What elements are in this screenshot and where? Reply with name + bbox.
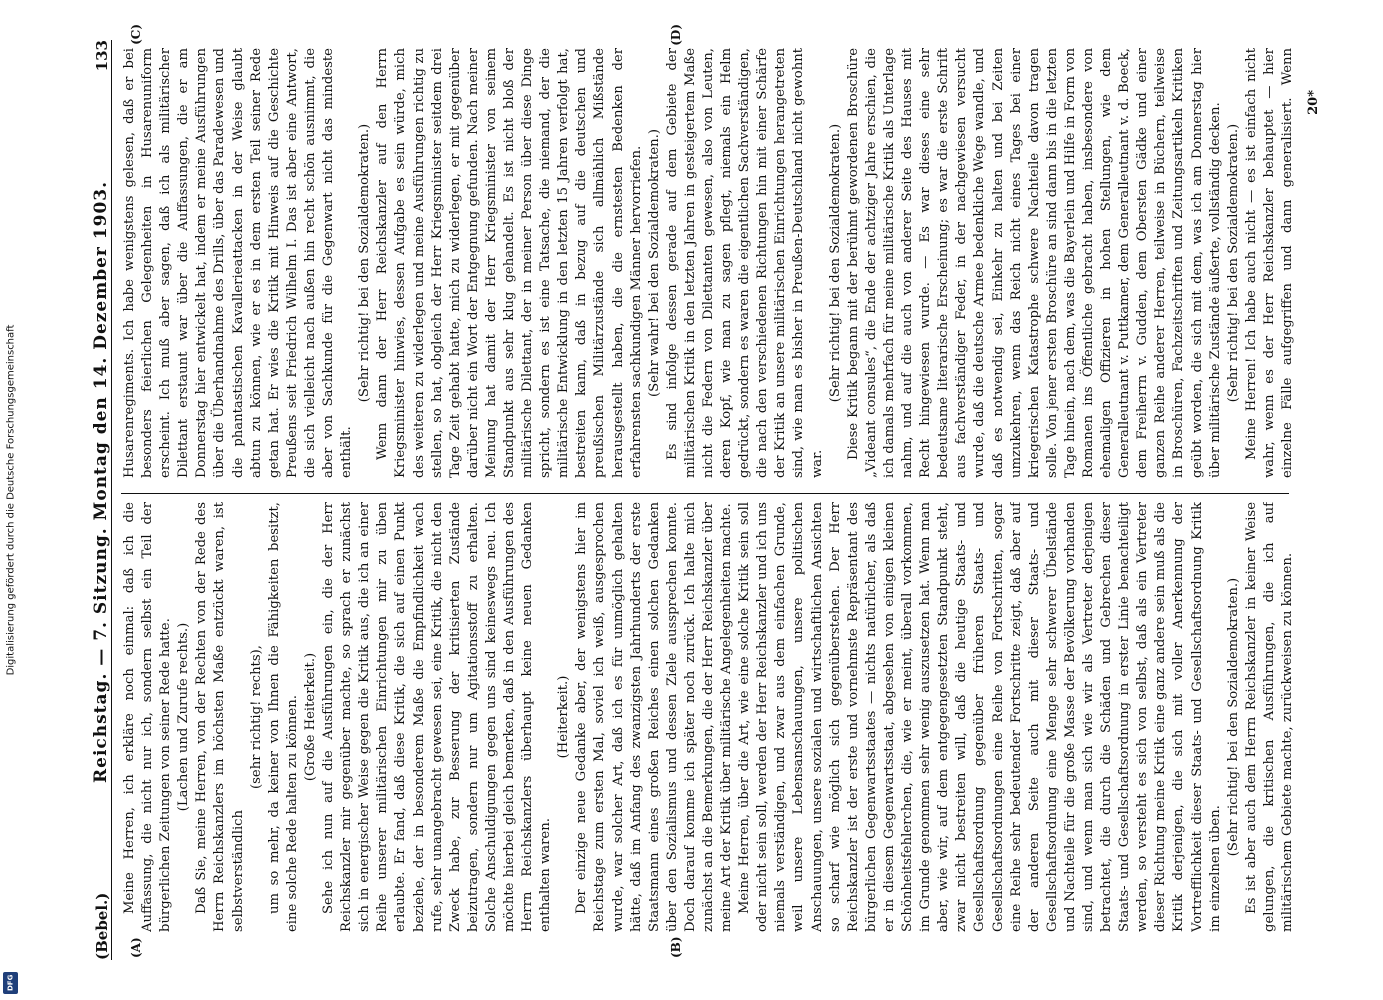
interjection: (Große Heiterkeit.) <box>302 652 318 782</box>
paragraph: Der einzige neue Gedanke aber, der wenigstens hier im Reichstage zum ersten Mal, soviel ich weiß, ausgesprochen wurde, war solcher Art, daß ich es für unmöglich gehalten hätte, daß im Anfang des zwanzigsten Jahrhunderts der erste Staatsmann eines großen Reiches einen solchen Gedanken über den Sozialismus und dessen Ziele aussprechen konnte. Doch darauf komme ich später noch zurück. Ich halte mich zunächst an die Bemerkungen, die der Herr Reichskanzler über meine Art der Kritik über militärische Angelegenheiten machte. <box>574 502 735 932</box>
paragraph: Es sind infolge dessen gerade auf dem Gebiete der militärischen Kritik in den letzten Jahren in gesteigertem Maße nicht die Federn von Dilettanten gewesen, also von Leuten, deren Kopf, wie man zu sagen pflegt, niemals ein Helm gedrückt, sondern es waren die eigentlichen Sachverständigen, die nach den verschiedenen Richtungen hin mit einer Schärfe der Kritik an unsere militärischen Einrichtungen herangetreten sind, wie man es bisher in Preußen-Deutschland nicht gewohnt war. <box>664 48 825 478</box>
side-credit-text: Digitalisierung gefördert durch die Deutsche Forschungsgemeinschaft <box>5 324 17 676</box>
printer-signature: 20* <box>1306 90 1321 115</box>
paragraph: Meine Herren, über die Art, wie eine solche Kritik sein soll oder nicht sein soll, werden der Herr Reichskanzler und ich uns niemals verständigen, und zwar aus dem einfachen Grunde, weil unsere Lebensanschauungen, unsere politischen Anschauungen, unsere sozialen und wirtschaftlichen Ansichten so scharf wie möglich sich gegenüberstehen. Der Herr Reichskanzler ist der erste und vornehmste Repräsentant des bürgerlichen Gegenwartsstaates — nichts natürlicher, als daß er in diesem Gegenwartsstaat, abgesehen von einigen kleinen Schönheitsfehlerchen, die, wie er meint, überall vorkommen, im Grunde genommen sehr wenig auszusetzen hat. Wenn man aber, wie wir, auf dem entgegengesetzten Standpunkt steht, zwar nicht bestreiten will, daß die heutige Staats- und Gesellschaftsordnung gegenüber früheren Staats- und Gesellschaftsordnungen eine Reihe von Fortschritten, sogar eine Reihe sehr bedeutender Fortschritte zeigt, daß aber auf der anderen Seite auch mit dieser Staats- und Gesellschaftsordnung eine Menge sehr schwerer Übelstände und Nachteile für die große Masse der Bevölkerung vorhanden sind, und wenn man sich wie wir als Vertreter derjenigen betrachtet, die durch die Schäden und Gebrechen dieser Staats- und Gesellschaftsordnung in erster Linie benachteiligt werden, so versteht es sich von selbst, daß als ein Vertreter dieser Richtung meine Kritik eine ganz andere sein muß als die Kritik derjenigen, die sich mit voller Anerkennung der Vortrefflichkeit dieser Staats- und Gesellschaftsordnung Kritik im einzelnen üben. <box>737 502 1223 932</box>
page-content <box>69 20 1339 980</box>
paragraph: Meine Herren! Ich habe auch nicht — es ist einfach nicht wahr, wenn es der Herr Reichskanzler behauptet — hier einzelne Fälle aufgegriffen und dann generalisiert. Wenn <box>1243 48 1295 478</box>
column-left <box>121 502 1299 932</box>
interjection: (sehr richtig! rechts), <box>248 645 264 789</box>
interjection: (Sehr richtig! bei den Sozialdemokraten.) <box>1225 123 1241 403</box>
page-title: Reichstag. — 7. Sitzung. Montag den 14. Dezember 1903. <box>91 180 111 783</box>
paragraph: Es ist aber auch dem Herrn Reichskanzler in keiner Weise gelungen, die kritischen Ausführungen, die ich auf militärischem Gebiete machte, zurückweisen zu können. <box>1243 502 1295 932</box>
margin-marker-b: (B) <box>669 936 683 958</box>
paragraph: Meine Herren, ich erkläre noch einmal: daß ich die Auffassung, die nicht nur ich, sondern selbst ein Teil der bürgerlichen Zeitungen von seiner Rede hatte. <box>122 502 174 932</box>
paragraph: Daß Sie, meine Herren, von der Rechten von der Rede des Herrn Reichskanzlers im höchsten Maße entzückt waren, ist selbstverständlich <box>194 502 246 932</box>
paragraph: Sehe ich nun auf die Ausführungen ein, die der Herr Reichskanzler mir gegenüber machte, so sprach er zunächst sich in energischer Weise gegen die Kritik aus, die ich an einer Reihe unserer militärischen Einrichtungen mir zu üben erlaubte. Er fand, daß diese Kritik, die sich auf einen Punkt beziehe, der in besonderem Maße die Empfindlichkeit wach rufe, sehr unangebracht gewesen sei, eine Kritik, die nicht den Zweck habe, zur Besserung der kritisierten Zustände beizutragen, sondern nur um Agitationsstoff zu erhalten. Solche Anschuldigungen gegen uns sind keineswegs neu. Ich möchte hierbei gleich bemerken, daß in den Ausführungen des Herrn Reichskanzlers überhaupt keine neuen Gedanken enthalten waren. <box>321 502 554 932</box>
margin-marker-c: (C) <box>129 24 143 45</box>
column-divider <box>121 493 1289 494</box>
paragraph: um so mehr, da keiner von Ihnen die Fähigkeiten besitzt, eine solche Rede halten zu können. <box>266 502 300 932</box>
speaker-label: (Bebel.) <box>93 892 111 960</box>
interjection: (Sehr richtig! bei den Sozialdemokraten.) <box>827 123 843 403</box>
margin-marker-a: (A) <box>129 937 143 958</box>
interjection: (Sehr richtig! bei den Sozialdemokraten.) <box>357 123 373 403</box>
interjection: (Sehr richtig! bei den Sozialdemokraten.) <box>1225 577 1241 857</box>
paragraph <box>1297 502 1299 932</box>
interjection: (Heiterkeit.) <box>556 675 572 759</box>
page-wrap <box>25 0 1383 1000</box>
paragraph: Diese Kritik begann mit der berühmt gewordenen Broschüre „Videant consules“, die Ende der achtziger Jahre erschien, die ich damals mehrfach für meine militärische Kritik als Unterlage nahm, und auf die auch von anderer Seite des Hauses mit Recht hingewiesen wurde. — Es war dieses eine sehr bedeutsame literarische Erscheinung; es war die erste Schrift aus fachverständiger Feder, in der nachgewiesen versucht wurde, daß die deutsche Armee bedenkliche Wege wandle, und daß es notwendig sei, Einkehr zu halten und bei Zeiten umzukehren, wenn das Reich nicht eines Tages bei einer kriegerischen Katastrophe schwere Nachteile davon tragen solle. Von jener ersten Broschüre an sind dann bis in die letzten Tage hinein, nach dem, was die Bayerlein und Hilfe in Form von Romanen ins Öffentliche gebracht haben, insbesondere von ehemaligen Offizieren in hohen Stellungen, wie dem Generalleutnant v. Puttkamer, dem Generalleutnant v. d. Boeck, dem Freiherrn v. Gudden, dem Obersten Gädke und einer ganzen Reihe anderer Herren, teilweise in Büchern, teilweise in Broschüren, Fachzeitschriften und Zeitungsartikeln Kritiken geübt worden, die sich mit dem, was ich am Donnerstag hier über militärische Zustände äußerte, vollständig decken. <box>845 48 1223 478</box>
paragraph: Wenn dann der Herr Reichskanzler auf den Herrn Kriegsminister hinwies, dessen Aufgabe es sein würde, mich des weiteren zu widerlegen und meine Ausführungen richtig zu stellen, so hat, obgleich der Herr Kriegsminister seitdem drei Tage Zeit gehabt hatte, mich zu widerlegen, er mit gegenüber darüber nicht ein Wort der Entgegnung gefunden. Nach meiner Meinung hat damit der Herr Kriegsminister von seinem Standpunkt aus sehr klug gehandelt. Es ist nicht bloß der militärische Dilettant, der in meiner Person über diese Dinge spricht, sondern es ist eine Tatsache, die niemand, der die militärische Entwicklung in den letzten 15 Jahren verfolgt hat, bestreiten kann, daß in bezug auf die deutschen und preußischen Militärzustände sich allmählich Mißstände herausgestellt haben, die die ernstesten Bedenken der erfahrensten sachkundigen Männer hervorriefen. <box>375 48 644 478</box>
side-credit-strip <box>0 0 22 1000</box>
column-right <box>121 48 1299 478</box>
margin-marker-d: (D) <box>669 24 683 46</box>
paragraph: Husarenregiments. Ich habe wenigstens gelesen, daß er bei besonders feierlichen Gelegenheiten in Husarenuniform erscheint. Ich muß aber sagen, daß ich als militärischer Dilettant erstaunt war über die Auffassungen, die er am Donnerstag hier entwickelt hat, indem er meine Ausführungen über die Überhandnahme des Drills, über das Paradewesen und die phantastischen Kavallerieattacken in der Weise glaubt abtun zu können, wie er es in dem ersten Teil seiner Rede getan hat. Er wies die Kritik mit Hinweis auf die Geschichte Preußens seit Friedrich Wilhelm I. Das ist aber eine Antwort, die sich vielleicht nach außen hin recht schön ausnimmt, die aber von Sachkunde für die Gegenwart nicht das mindeste enthält. <box>122 48 355 478</box>
interjection: (Lachen und Zurufe rechts.) <box>176 622 192 812</box>
page-header <box>81 40 112 960</box>
rotated-page <box>69 20 1339 980</box>
page-number: 133 <box>93 40 111 72</box>
dfg-logo: DFG <box>3 972 18 994</box>
interjection: (Sehr wahr! bei den Sozialdemokraten.) <box>646 129 662 397</box>
